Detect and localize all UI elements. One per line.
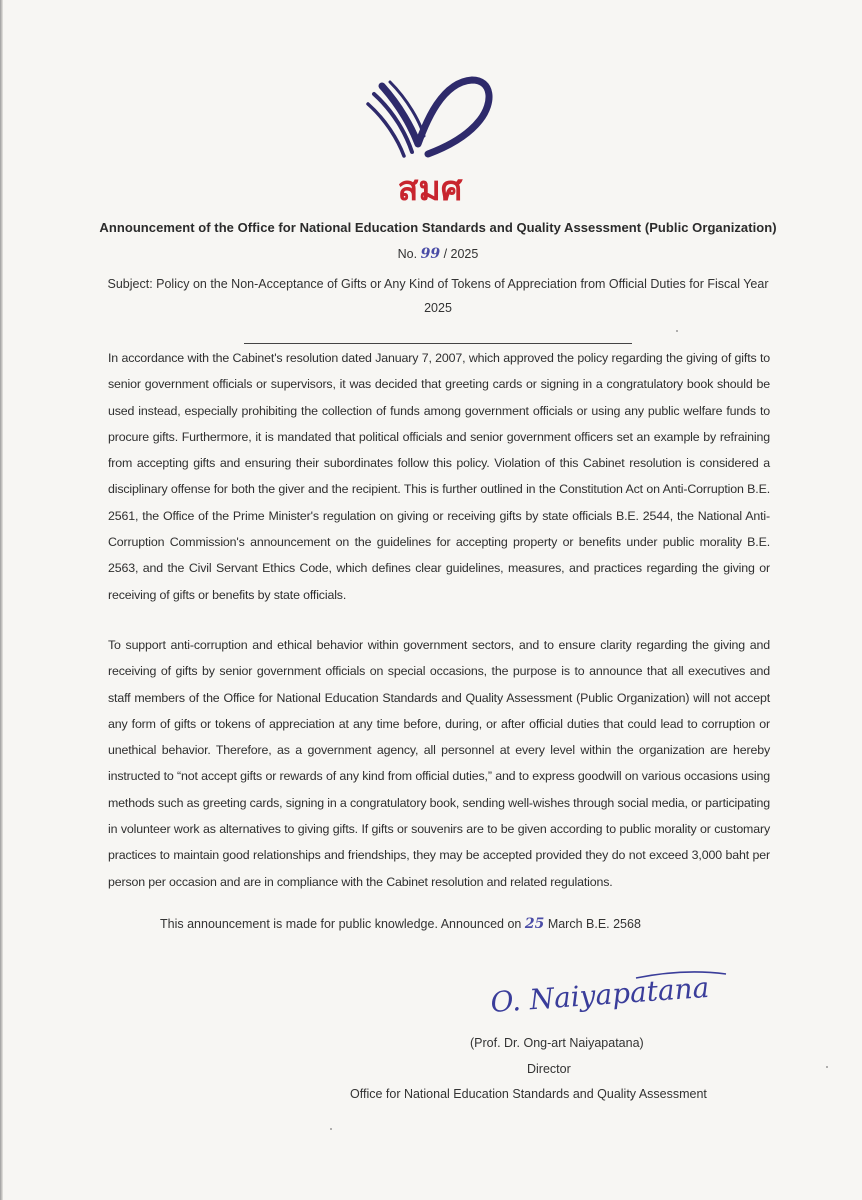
announce-suffix: March B.E. 2568 [547,917,641,931]
announcement-subject: Subject: Policy on the Non-Acceptance of Gifts or Any Kind of Tokens of Appreciation from Official Duties for Fiscal Year 2025 [107,277,769,315]
announcement-date-line [160,916,641,932]
handwritten-number: 99 [420,246,441,262]
body-paragraph-1: In accordance with the Cabinet's resolution dated January 7, 2007, which approved the policy regarding the giving of gifts to senior government officials or supervisors, it was decided that greeting cards or signing in a congratulatory book should be used instead, especially prohibiting the collection of funds among government officials or using any public welfare funds to procure gifts. Furthermore, it is mandated that political officials and senior government officers set an example by refraining from accepting gifts and ensuring their subordinates follow this policy. Violation of this Cabinet resolution is considered a disciplinary offense for both the giver and the recipient. This is further outlined in the Constitution Act on Anti-Corruption B.E. 2561, the Office of the Prime Minister's regulation on giving or receiving gifts by state officials B.E. 2544, the National Anti-Corruption Commission's announcement on the guidelines for accepting property or benefits under public morality B.E. 2563, and the Civil Servant Ethics Code, which defines clear guidelines, measures, and practices regarding the giving or receiving of gifts or benefits by state officials. [108,351,770,602]
page-edge-shadow [0,0,3,1200]
signatory-organization: Office for National Education Standards and Quality Assessment [350,1087,707,1101]
paper-speck [826,1066,828,1068]
number-suffix: / 2025 [443,247,479,261]
svg-text:สมศ: สมศ [397,169,463,209]
announcement-title: Announcement of the Office for National Education Standards and Quality Assessment (Public Organization) [99,220,777,235]
divider-line [244,343,632,344]
handwritten-signature-icon [486,960,736,1020]
svg-text:O. Naiyapatana: O. Naiyapatana [489,970,711,1020]
handwritten-day: 25 [524,916,545,932]
signatory-name: (Prof. Dr. Ong-art Naiyapatana) [470,1036,644,1050]
number-prefix: No. [397,247,418,261]
paper-speck [330,1128,332,1130]
announce-prefix: This announcement is made for public knowledge. Announced on [160,917,522,931]
onesqa-emblem-icon [360,72,500,212]
signatory-title: Director [527,1062,571,1076]
announcement-number [0,246,862,262]
director-signature [486,960,736,1020]
body-paragraph-2: To support anti-corruption and ethical behavior within government sectors, and to ensure clarity regarding the giving and receiving of gifts by senior government officials on special occasions, the purpose is to announce that all executives and staff members of the Office for National Education Standards and Quality Assessment (Public Organization) will not accept any form of gifts or tokens of appreciation at any time before, during, or after official duties that could lead to corruption or unethical behavior. Therefore, as a government agency, all personnel at every level within the organization are hereby instructed to “not accept gifts or rewards of any kind from official duties,” and to express goodwill on various occasions using methods such as greeting cards, signing in a congratulatory book, sending well-wishes through social media, or participating in volunteer work as alternatives to giving gifts. If gifts or souvenirs are to be given according to public morality or customary practices to maintain good relationships and friendships, they may be accepted provided they do not exceed 3,000 baht per person per occasion and are in compliance with the Cabinet resolution and related regulations. [108,638,770,889]
onesqa-logo [360,72,500,212]
paper-speck [676,330,678,332]
